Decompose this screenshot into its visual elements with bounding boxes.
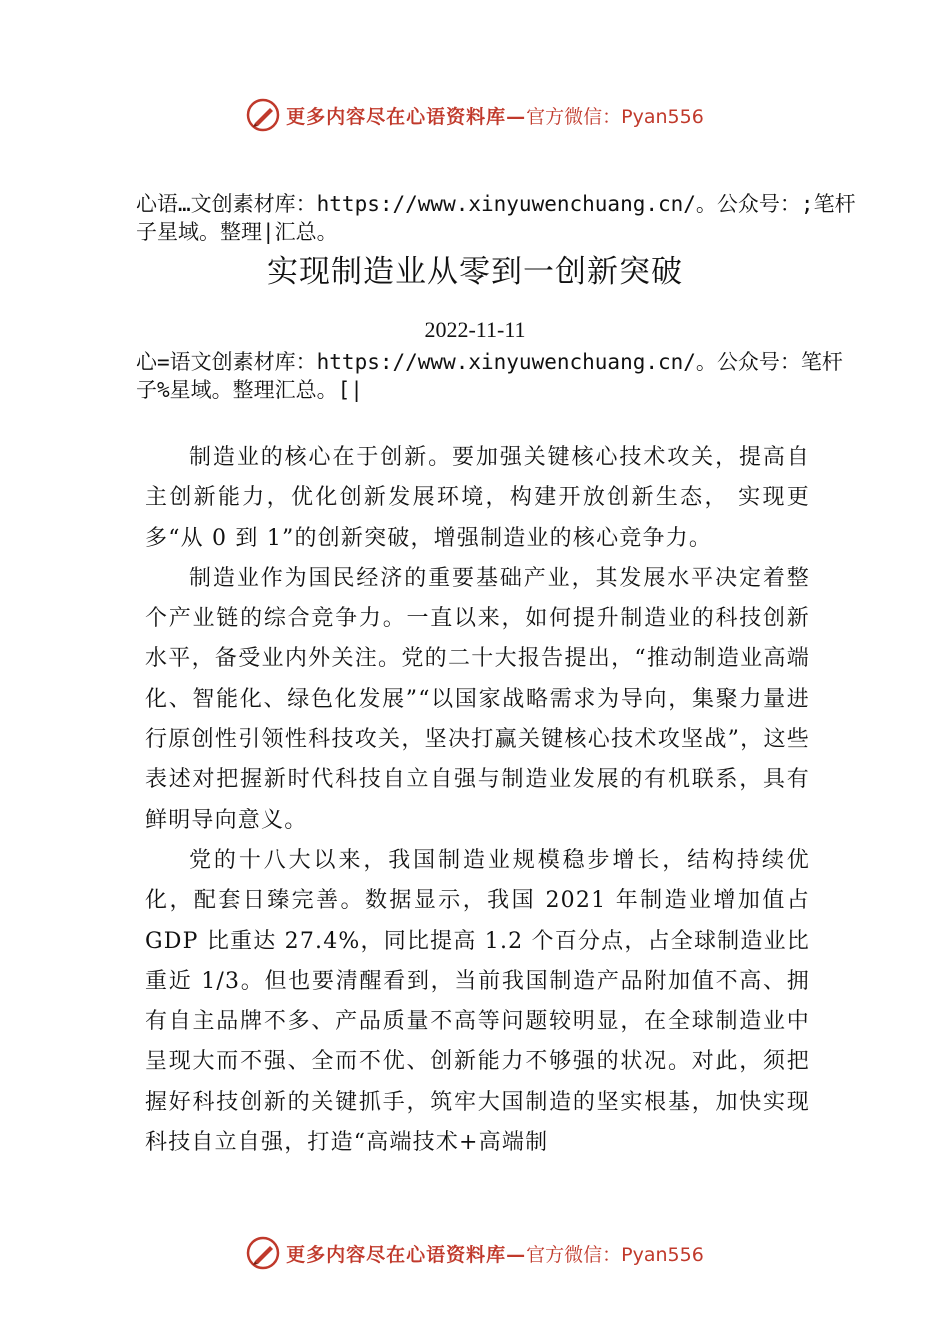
pen-logo-icon bbox=[246, 1236, 280, 1270]
page-title: 实现制造业从零到一创新突破 bbox=[267, 254, 683, 290]
source-note-top: 心语…文创素材库：https://www.xinyuwenchuang.cn/。公众号：;笔杆子星域。整理|汇总。 bbox=[136, 192, 856, 244]
pen-logo-icon bbox=[246, 98, 280, 132]
publish-date: 2022-11-11 bbox=[424, 317, 526, 342]
banner-wechat: 官方微信：Pyan556 bbox=[526, 1243, 704, 1266]
paragraph: 党的十八大以来，我国制造业规模稳步增长，结构持续优化，配套日臻完善。数据显示，我国 2021 年制造业增加值占 GDP 比重达 27.4%，同比提高 1.2 个百分点，占全球制造业比重近 1/3。但也要清醒看到，当前我国制造产品附加值不高、拥有自主品牌不多、产品质量不高等问题较明显，在全球制造业中呈现大而不强、全而不优、创新能力不够强的状况。对此，须把握好科技创新的关键抓手，筑牢大国制造的坚实根基，加快实现科技自立自强，打造“高端技术+高端制 bbox=[145, 847, 810, 1156]
footer-banner bbox=[0, 1231, 950, 1275]
banner-text: 更多内容尽在心语资料库— bbox=[286, 105, 527, 128]
banner-wechat: 官方微信：Pyan556 bbox=[526, 105, 704, 128]
source-note-mid: 心=语文创素材库：https://www.xinyuwenchuang.cn/。公众号：笔杆子%星域。整理汇总。[| bbox=[136, 350, 843, 402]
banner-text: 更多内容尽在心语资料库— bbox=[286, 1243, 527, 1266]
paragraph: 制造业作为国民经济的重要基础产业，其发展水平决定着整个产业链的综合竞争力。一直以来，如何提升制造业的科技创新水平，备受业内外关注。党的二十大报告提出，“推动制造业高端化、智能化、绿色化发展”“以国家战略需求为导向，集聚力量进行原创性引领性科技攻关，坚决打赢关键核心技术攻坚战”，这些表述对把握新时代科技自立自强与制造业发展的有机联系，具有鲜明导向意义。 bbox=[145, 565, 810, 833]
header-banner bbox=[0, 93, 950, 137]
article-body bbox=[145, 438, 810, 1163]
paragraph: 制造业的核心在于创新。要加强关键核心技术攻关，提高自主创新能力，优化创新发展环境，构建开放创新生态， 实现更多“从 0 到 1”的创新突破，增强制造业的核心竞争力。 bbox=[145, 445, 810, 551]
